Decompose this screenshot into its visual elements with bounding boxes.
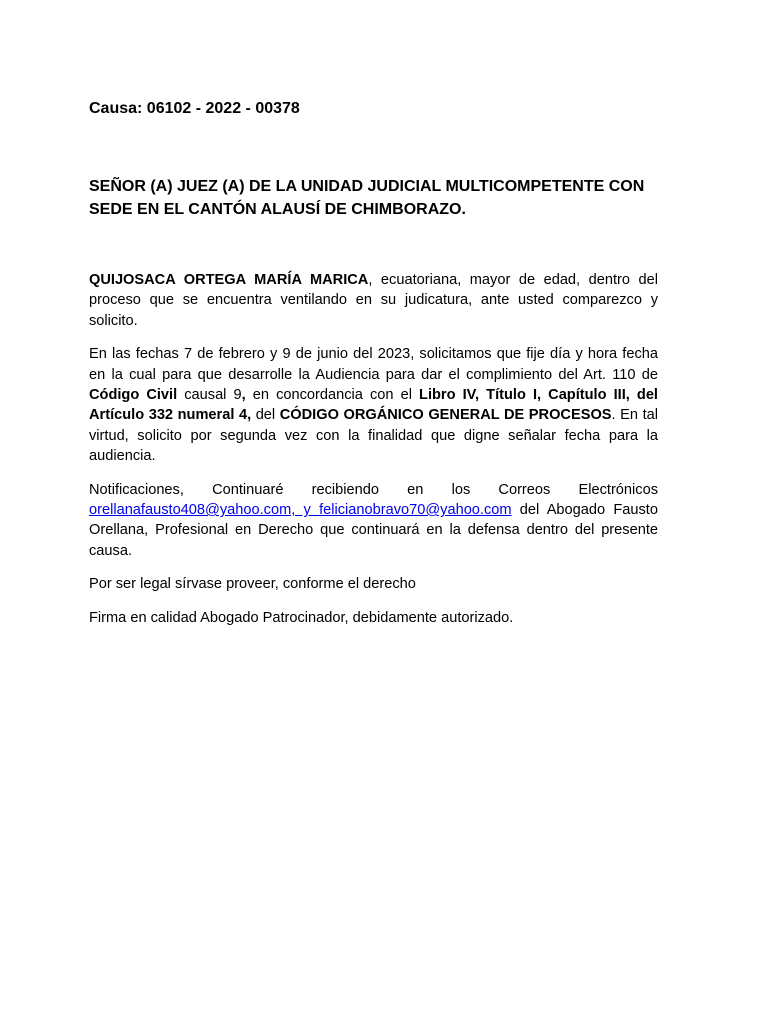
case-number: Causa: 06102 - 2022 - 00378 [89,100,300,117]
civil-code-ref: Código Civil [89,387,178,404]
request-text-3: en concordancia con el [245,387,420,404]
notifications-text-1: Notificaciones, Continuaré recibiendo en los Correos Electrónicos [89,481,658,498]
request-text-4: del [251,407,280,424]
paragraph-closing: Por ser legal sírvase proveer, conforme el derecho [89,576,416,593]
request-comma: , [241,387,246,404]
book-article-ref: Libro IV, Título I, Capítulo III, del Artículo 332 numeral 4, [89,387,658,424]
request-text-2: causal 9 [177,387,242,404]
paragraph-notifications [89,480,658,562]
email-link-1[interactable]: orellanafausto408@yahoo.com, y [89,502,320,519]
paragraph-signature: Firma en calidad Abogado Patrocinador, debidamente autorizado. [89,609,514,626]
document-body [89,270,658,641]
request-text-1: En las fechas 7 de febrero y 9 de junio del 2023, solicitamos que fije día y hora fecha en la cual para que desarrolle la Audiencia para dar el complimiento del Art. 110 de [89,346,658,383]
email-link-2[interactable]: felicianobravo70@yahoo.com [319,502,512,519]
request-text-5: . En tal virtud, solicito por segunda vez con la finalidad que digne señalar fecha para la audiencia. [89,407,658,465]
paragraph-introduction [89,270,658,331]
notifications-text-2: del Abogado Fausto Orellana, Profesional en Derecho que continuará en la defensa dentro del presente causa. [89,502,658,559]
paragraph-request [89,344,658,466]
intro-text: , ecuatoriana, mayor de edad, dentro del proceso que se encuentra ventilando en su judicatura, ante usted comparezco y solicito. [89,272,659,329]
petitioner-name: QUIJOSACA ORTEGA MARÍA MARICA [89,272,369,288]
addressee-heading: SEÑOR (A) JUEZ (A) DE LA UNIDAD JUDICIAL MULTICOMPETENTE CON SEDE EN EL CANTÓN ALAUSÍ DE CHIMBORAZO. [89,178,645,218]
organic-code-ref: CÓDIGO ORGÁNICO GENERAL DE PROCESOS [279,407,612,424]
